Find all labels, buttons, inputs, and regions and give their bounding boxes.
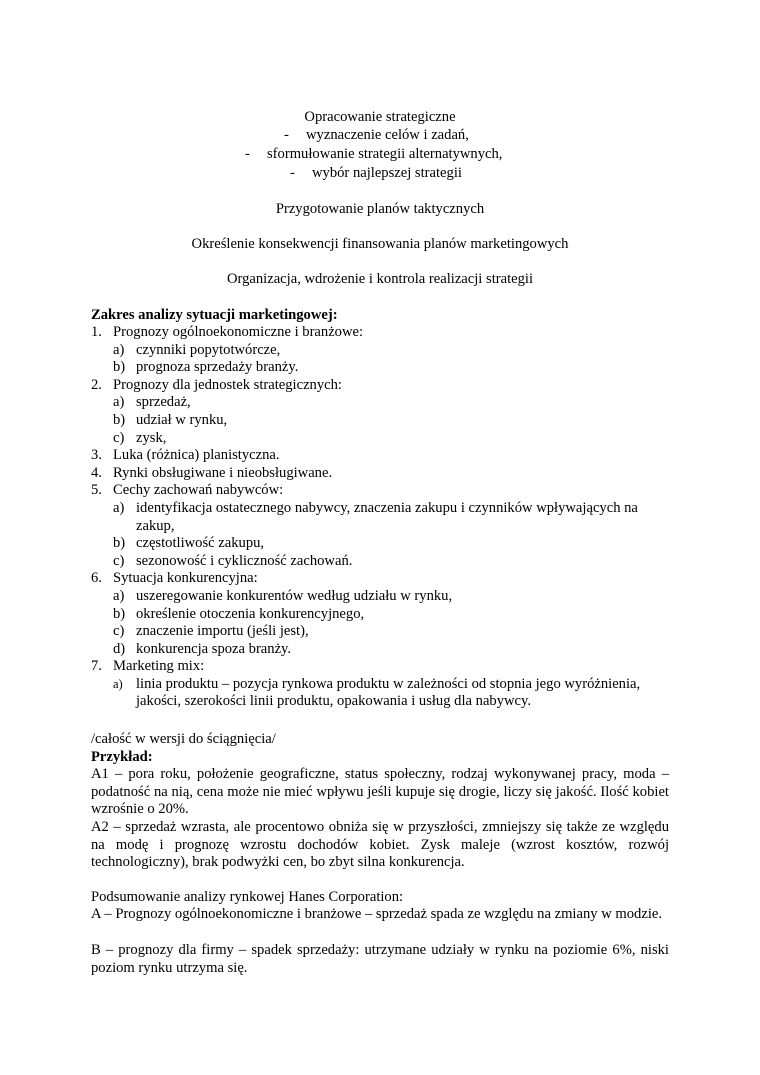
list-letter: c) xyxy=(113,429,125,446)
dash-item-text: wybór najlepszej strategii xyxy=(312,165,462,181)
download-note: /całość w wersji do ściągnięcia/ xyxy=(91,731,276,747)
list-subitem xyxy=(91,588,681,606)
list-text: zysk, xyxy=(136,429,167,446)
list-letter: d) xyxy=(113,640,126,657)
list-letter: b) xyxy=(113,359,126,376)
list-text: częstotliwość zakupu, xyxy=(136,535,265,552)
list-subitem-continuation xyxy=(91,518,681,536)
list-text: zakup, xyxy=(136,517,175,534)
list-text: prognoza sprzedaży branży. xyxy=(136,359,299,376)
list-number: 5. xyxy=(91,482,102,499)
list-text: Marketing mix: xyxy=(113,658,205,675)
list-text: udział w rynku, xyxy=(136,411,228,428)
dash-bullet: - xyxy=(290,165,295,181)
list-item xyxy=(91,447,681,465)
dash-item-text: sformułowanie strategii alternatywnych, xyxy=(267,146,503,162)
list-number: 3. xyxy=(91,447,102,464)
list-number: 6. xyxy=(91,570,102,587)
list-item xyxy=(91,465,681,483)
list-text: Sytuacja konkurencyjna: xyxy=(113,570,258,587)
list-subitem xyxy=(91,535,681,553)
list-text: Prognozy ogólnoekonomiczne i branżowe: xyxy=(113,324,364,340)
dash-item xyxy=(290,165,462,183)
list-text: identyfikacja ostatecznego nabywcy, znaczenia zakupu i czynników wpływających na xyxy=(136,499,638,516)
list-letter: a) xyxy=(113,394,125,411)
list-letter: a) xyxy=(113,499,125,516)
list-text: Prognozy dla jednostek strategicznych: xyxy=(113,376,342,393)
example-heading: Przykład: xyxy=(91,749,153,765)
dash-item xyxy=(245,146,502,164)
section-title: Opracowanie strategiczne xyxy=(304,109,456,125)
list-subitem xyxy=(91,342,681,360)
example-a1-paragraph: A1 – pora roku, położenie geograficzne, status społeczny, rodzaj wykonywanej pracy, moda – podatność na nią, cena może nie mieć wpływu jeśli kupuje się drogie, liczy się jakość. Ilość kobiet wzrośnie o 20%. xyxy=(91,766,669,818)
list-number: 7. xyxy=(91,658,102,675)
list-item xyxy=(91,658,681,676)
dash-bullet: - xyxy=(284,127,289,143)
list-text: uszeregowanie konkurentów według udziału w rynku, xyxy=(136,587,453,604)
list-subitem-continuation xyxy=(91,693,681,711)
dash-item-text: wyznaczenie celów i zadań, xyxy=(306,127,469,143)
list-subitem xyxy=(91,430,681,448)
list-item xyxy=(91,570,681,588)
list-subitem xyxy=(91,623,681,641)
list-text: jakości, szerokości linii produktu, opakowania i usług dla nabywcy. xyxy=(136,693,532,710)
list-text: Rynki obsługiwane i nieobsługiwane. xyxy=(113,464,333,481)
step-heading: Przygotowanie planów taktycznych xyxy=(275,201,485,217)
list-number: 1. xyxy=(91,324,102,340)
list-letter: b) xyxy=(113,605,126,622)
list-letter: a) xyxy=(113,676,123,691)
list-text: konkurencja spoza branży. xyxy=(136,640,292,657)
list-letter: a) xyxy=(113,587,125,604)
list-text: określenie otoczenia konkurencyjnego, xyxy=(136,605,365,622)
list-item xyxy=(91,377,681,395)
summary-b-paragraph: B – prognozy dla firmy – spadek sprzedaży: utrzymane udziały w rynku na poziomie 6%, niski poziom rynku utrzyma się. xyxy=(91,942,669,976)
summary-a-paragraph: A – Prognozy ogólnoekonomiczne i branżowe – sprzedaż spada ze względu na zmiany w modzie. xyxy=(91,906,662,922)
list-letter: b) xyxy=(113,535,126,552)
step-heading: Określenie konsekwencji finansowania planów marketingowych xyxy=(191,236,569,252)
list-item xyxy=(91,324,681,342)
list-subitem xyxy=(91,359,681,377)
list-item xyxy=(91,482,681,500)
dash-item xyxy=(284,127,469,145)
list-letter: c) xyxy=(113,552,125,569)
list-text: linia produktu – pozycja rynkowa produktu w zależności od stopnia jego wyróżnienia, xyxy=(136,675,641,692)
list-subitem xyxy=(91,394,681,412)
analysis-list xyxy=(91,324,681,711)
analysis-heading: Zakres analizy sytuacji marketingowej: xyxy=(91,307,338,323)
example-a2-paragraph: A2 – sprzedaż wzrasta, ale procentowo obniża się w przyszłości, zmniejszy się także ze względu na modę i prognozę wzrostu dochodów kobiet. Zysk maleje (wzrost kosztów, rozwój technologiczny), brak podwyżki cen, bo zbyt silna konkurencja. xyxy=(91,819,669,871)
list-subitem xyxy=(91,412,681,430)
list-letter: c) xyxy=(113,623,125,640)
list-subitem xyxy=(91,553,681,571)
list-text: sezonowość i cykliczność zachowań. xyxy=(136,552,353,569)
list-number: 4. xyxy=(91,464,102,481)
list-subitem xyxy=(91,606,681,624)
list-text: Luka (różnica) planistyczna. xyxy=(113,447,280,464)
list-letter: a) xyxy=(113,341,125,358)
list-text: czynniki popytotwórcze, xyxy=(136,341,281,358)
list-subitem xyxy=(91,641,681,659)
list-subitem xyxy=(91,676,681,694)
list-text: sprzedaż, xyxy=(136,394,191,411)
dash-bullet: - xyxy=(245,146,250,162)
list-text: znaczenie importu (jeśli jest), xyxy=(136,623,309,640)
list-text: Cechy zachowań nabywców: xyxy=(113,482,284,499)
list-letter: b) xyxy=(113,411,126,428)
step-heading: Organizacja, wdrożenie i kontrola realizacji strategii xyxy=(226,271,534,287)
list-subitem xyxy=(91,500,681,518)
list-number: 2. xyxy=(91,376,102,393)
summary-title: Podsumowanie analizy rynkowej Hanes Corporation: xyxy=(91,889,404,905)
